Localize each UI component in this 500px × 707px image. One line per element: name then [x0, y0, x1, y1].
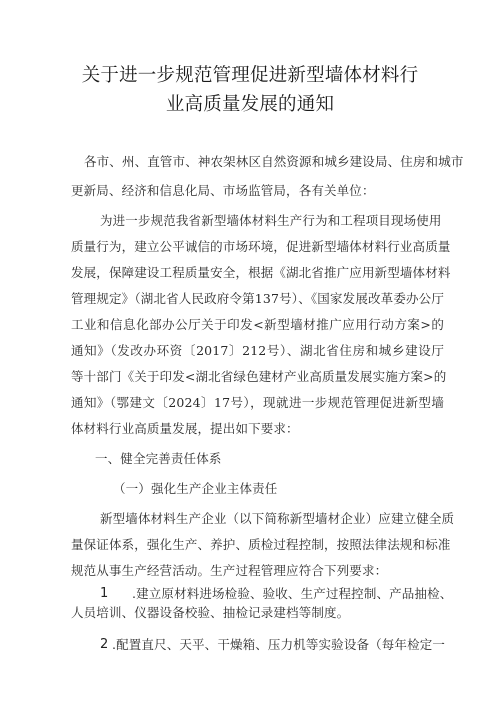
body-paragraph-line: 规范从事生产经营活动。生产过程管理应符合下列要求： [71, 563, 388, 578]
list-item-text: .建立原材料进场检验、验收、生产过程控制、产品抽检、 [132, 586, 453, 601]
document-title-line-1: 关于进一步规范管理促进新型墙体材料行 [81, 65, 419, 86]
addressee-line-2: 更新局、经济和信息化局、市场监管局，各有关单位： [71, 183, 375, 198]
addressee-line-1: 各市、州、直管市、神农架林区自然资源和城乡建设局、住房和城市 [84, 154, 464, 169]
section-heading: 一、健全完善责任体系 [95, 451, 222, 466]
document-title-line-2: 业高质量发展的通知 [165, 94, 335, 115]
body-paragraph-line: 新型墙体材料生产企业（以下简称新型墙材企业）应建立健全质 [100, 511, 455, 526]
intro-paragraph-line: 等十部门《关于印发<湖北省绿色建材产业高质量发展实施方案>的 [71, 369, 447, 384]
list-item-number: 1 [100, 586, 109, 601]
body-paragraph-line: 量保证体系，强化生产、养护、质检过程控制，按照法律法规和标准 [71, 537, 451, 552]
intro-paragraph-line: 管理规定》（湖北省人民政府令第137号）、《国家发展改革委办公厅 [71, 291, 444, 306]
intro-paragraph-line: 体材料行业高质量发展，提出如下要求： [71, 421, 299, 436]
intro-paragraph-line: 工业和信息化部办公厅关于印发<新型墙材推广应用行动方案>的 [71, 317, 444, 332]
intro-paragraph-line: 为进一步规范我省新型墙体材料生产行为和工程项目现场使用 [100, 213, 442, 228]
subsection-heading: （一）强化生产企业主体责任 [113, 481, 278, 496]
intro-paragraph-line: 通知》（发改办环资〔2017〕212号）、湖北省住房和城乡建设厅 [71, 343, 444, 358]
list-item-text: 人员培训、仪器设备校验、抽检记录建档等制度。 [71, 605, 350, 620]
list-item-number: 2 [100, 637, 109, 652]
intro-paragraph-line: 质量行为，建立公平诚信的市场环境，促进新型墙体材料行业高质量 [71, 239, 451, 254]
intro-paragraph-line: 发展，保障建设工程质量安全，根据《湖北省推广应用新型墙体材料 [71, 265, 451, 280]
list-item-text: .配置直尺、天平、干燥箱、压力机等实验设备（每年检定一 [112, 637, 446, 652]
intro-paragraph-line: 通知》（鄂建文〔2024〕17号），现就进一步规范管理促进新型墙 [71, 395, 444, 410]
